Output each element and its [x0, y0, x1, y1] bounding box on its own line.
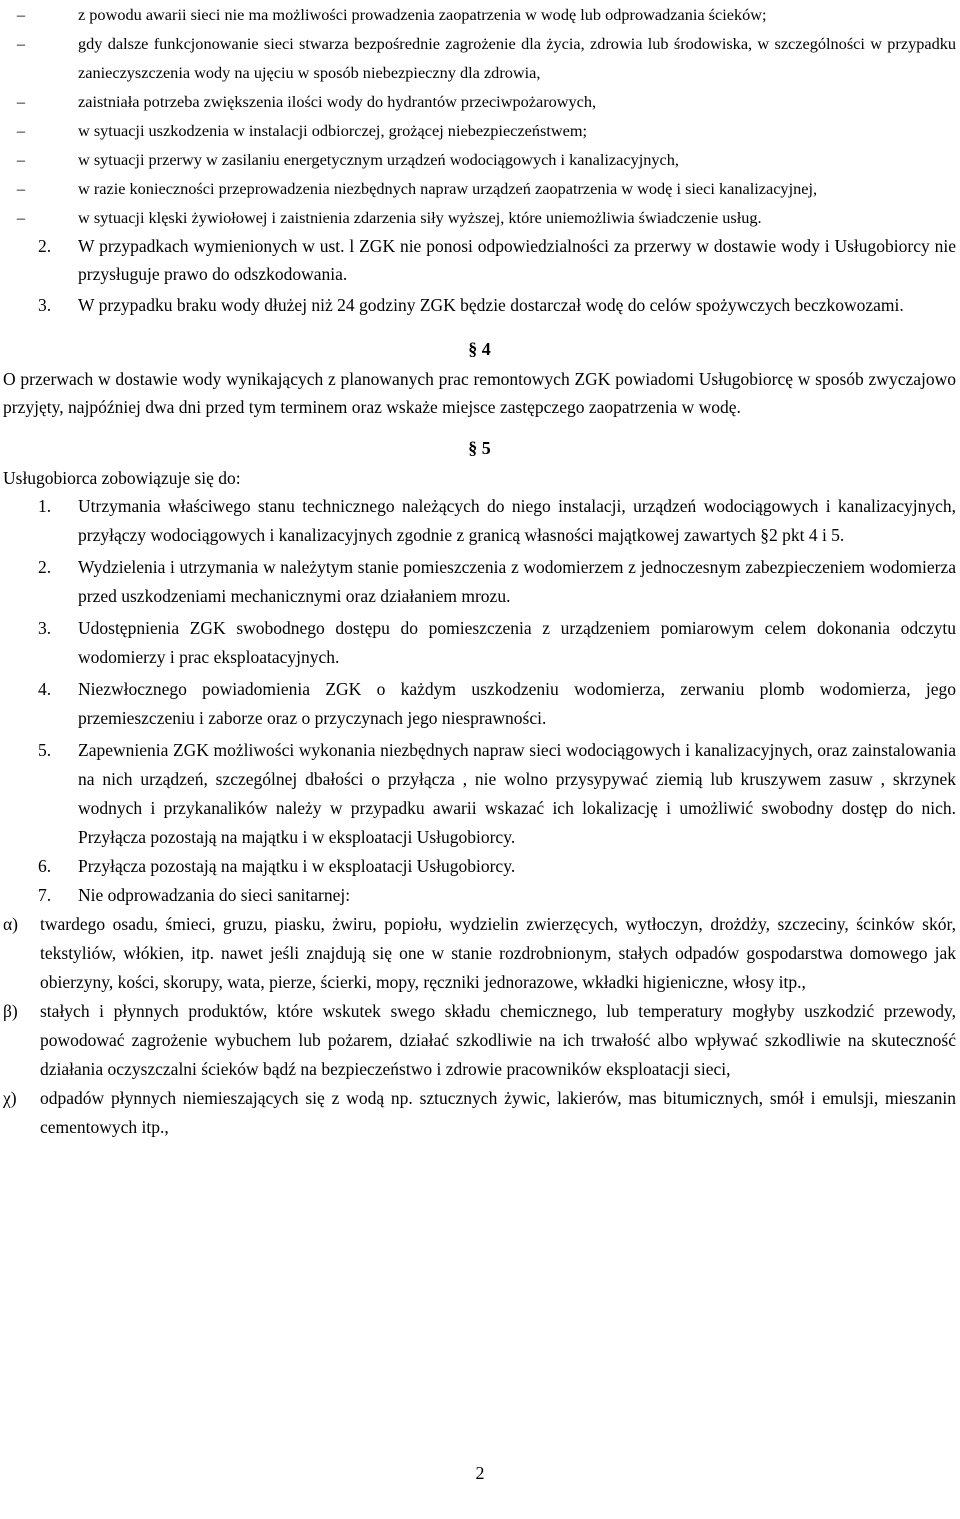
dash-bullet: –	[16, 92, 26, 111]
dash-item-text: w sytuacji klęski żywiołowej i zaistnienia zdarzenia siły wyższej, które uniemożliwia świadczenie usług.	[78, 208, 762, 227]
dash-bullet: –	[16, 150, 26, 169]
item-number: 3.	[38, 618, 52, 638]
section-5-heading: § 5	[468, 438, 491, 458]
dash-item	[3, 0, 956, 29]
dash-item	[3, 87, 956, 116]
obligation-item	[3, 852, 956, 881]
dash-bullet: –	[16, 34, 26, 53]
numbered-item	[3, 232, 956, 288]
item-number: 2.	[38, 557, 52, 577]
item-text: Niezwłocznego powiadomienia ZGK o każdym uszkodzeniu wodomierza, zerwaniu plomb wodomierza, jego przemieszczeniu i zaborze oraz o przyczynach jego niesprawności.	[78, 679, 956, 728]
item-text: Utrzymania właściwego stanu technicznego należących do niego instalacji, urządzeń wodociągowych i kanalizacyjnych, przyłączy wodociągowych i kanalizacyjnych zgodnie z granicą własności majątkowej zawartych §2 pkt 4 i 5.	[78, 496, 956, 545]
item-text: W przypadkach wymienionych w ust. l ZGK nie ponosi odpowiedzialności za przerwy w dostawie wody i Usługobiorcy nie przysługuje prawo do odszkodowania.	[78, 236, 956, 284]
obligation-item	[3, 881, 956, 910]
dash-item	[3, 29, 956, 87]
dash-bullet: –	[16, 5, 26, 24]
item-number: 2.	[38, 236, 52, 256]
greek-list	[3, 910, 956, 1142]
dash-bullet: –	[16, 179, 26, 198]
greek-item-letter: β)	[3, 1001, 18, 1021]
page-number: 2	[475, 1463, 485, 1483]
item-number: 1.	[38, 496, 52, 516]
section-4-heading: § 4	[468, 339, 491, 359]
section-5-intro: Usługobiorca zobowiązuje się do:	[3, 468, 241, 488]
obligation-item	[3, 492, 956, 550]
obligation-item	[3, 553, 956, 611]
obligation-item	[3, 675, 956, 733]
item-number: 3.	[38, 295, 52, 315]
numbered-list-top	[3, 232, 956, 319]
dash-item-text: z powodu awarii sieci nie ma możliwości prowadzenia zaopatrzenia w wodę lub odprowadzania ścieków;	[78, 5, 767, 24]
dash-item	[3, 116, 956, 145]
greek-item-text: stałych i płynnych produktów, które wskutek swego składu chemicznego, lub temperatury mogłyby uszkodzić przewody, powodować zagrożenie wybuchem lub pożarem, działać szkodliwie na ich trwałość albo wpływać szkodliwie na skuteczność działania oczyszczalni ścieków bądź na bezpieczeństwo i zdrowie pracowników eksploatacji sieci,	[40, 1001, 956, 1079]
item-number: 7.	[38, 885, 52, 905]
greek-item-letter: α)	[3, 914, 18, 934]
dash-item-text: w sytuacji przerwy w zasilaniu energetycznym urządzeń wodociągowych i kanalizacyjnych,	[78, 150, 679, 169]
section-4-text: O przerwach w dostawie wody wynikających z planowanych prac remontowych ZGK powiadomi Usługobiorcę w sposób zwyczajowo przyjęty, najpóźniej dwa dni przed tym terminem oraz wskaże miejsce zastępczego zaopatrzenia w wodę.	[3, 369, 956, 417]
dash-item-text: zaistniała potrzeba zwiększenia ilości wody do hydrantów przeciwpożarowych,	[78, 92, 597, 111]
obligation-item	[3, 736, 956, 852]
item-number: 5.	[38, 740, 52, 760]
dash-list	[3, 0, 956, 232]
item-text: W przypadku braku wody dłużej niż 24 godziny ZGK będzie dostarczał wodę do celów spożywczych beczkowozami.	[78, 295, 904, 315]
obligation-item	[3, 614, 956, 672]
greek-item	[3, 997, 956, 1084]
dash-item-text: w sytuacji uszkodzenia w instalacji odbiorczej, grożącej niebezpieczeństwem;	[78, 121, 588, 140]
greek-item-letter: χ)	[3, 1088, 17, 1108]
section-5-list	[3, 492, 956, 910]
numbered-item	[3, 291, 956, 319]
greek-item	[3, 1084, 956, 1142]
item-text: Zapewnienia ZGK możliwości wykonania niezbędnych napraw sieci wodociągowych i kanalizacyjnych, oraz zainstalowania na nich urządzeń, szczególnej dbałości o przyłącza , nie wolno przysypywać ziemią lub kruszywem zasuw , skrzynek wodnych i przykanalików należy w przypadku awarii wskazać ich lokalizację i umożliwić swobodny dostęp do nich. Przyłącza pozostają na majątku i w eksploatacji Usługobiorcy.	[78, 740, 956, 847]
greek-item	[3, 910, 956, 997]
dash-item	[3, 145, 956, 174]
item-number: 4.	[38, 679, 52, 699]
item-text: Udostępnienia ZGK swobodnego dostępu do pomieszczenia z urządzeniem pomiarowym celem dokonania odczytu wodomierzy i prac eksploatacyjnych.	[78, 618, 956, 667]
item-text: Przyłącza pozostają na majątku i w eksploatacji Usługobiorcy.	[78, 856, 516, 876]
dash-bullet: –	[16, 208, 26, 227]
item-number: 6.	[38, 856, 52, 876]
item-text: Nie odprowadzania do sieci sanitarnej:	[78, 885, 351, 905]
dash-item	[3, 174, 956, 203]
greek-item-text: twardego osadu, śmieci, gruzu, piasku, żwiru, popiołu, wydzielin zwierzęcych, wytłoczyn, drożdży, szczeciny, ścinków skór, tekstyliów, włókien, itp. nawet jeśli znajdują się one w stanie rozdrobnionym, stałych odpadów gospodarstwa domowego jak obierzyny, kości, skorupy, wata, pierze, ścierki, mopy, ręczniki jednorazowe, wkładki higieniczne, włosy itp.,	[40, 914, 956, 992]
dash-item-text: w razie konieczności przeprowadzenia niezbędnych napraw urządzeń zaopatrzenia w wodę i sieci kanalizacyjnej,	[78, 179, 818, 198]
greek-item-text: odpadów płynnych niemieszających się z wodą np. sztucznych żywic, lakierów, mas bitumicznych, smół i emulsji, mieszanin cementowych itp.,	[40, 1088, 956, 1137]
dash-item	[3, 203, 956, 232]
dash-bullet: –	[16, 121, 26, 140]
item-text: Wydzielenia i utrzymania w należytym stanie pomieszczenia z wodomierzem z jednoczesnym zabezpieczeniem wodomierza przed uszkodzeniami mechanicznymi oraz działaniem mrozu.	[78, 557, 956, 606]
dash-item-text: gdy dalsze funkcjonowanie sieci stwarza bezpośrednie zagrożenie dla życia, zdrowia lub środowiska, w szczególności w przypadku zanieczyszczenia wody na ujęciu w sposób niebezpieczny dla zdrowia,	[78, 34, 956, 82]
